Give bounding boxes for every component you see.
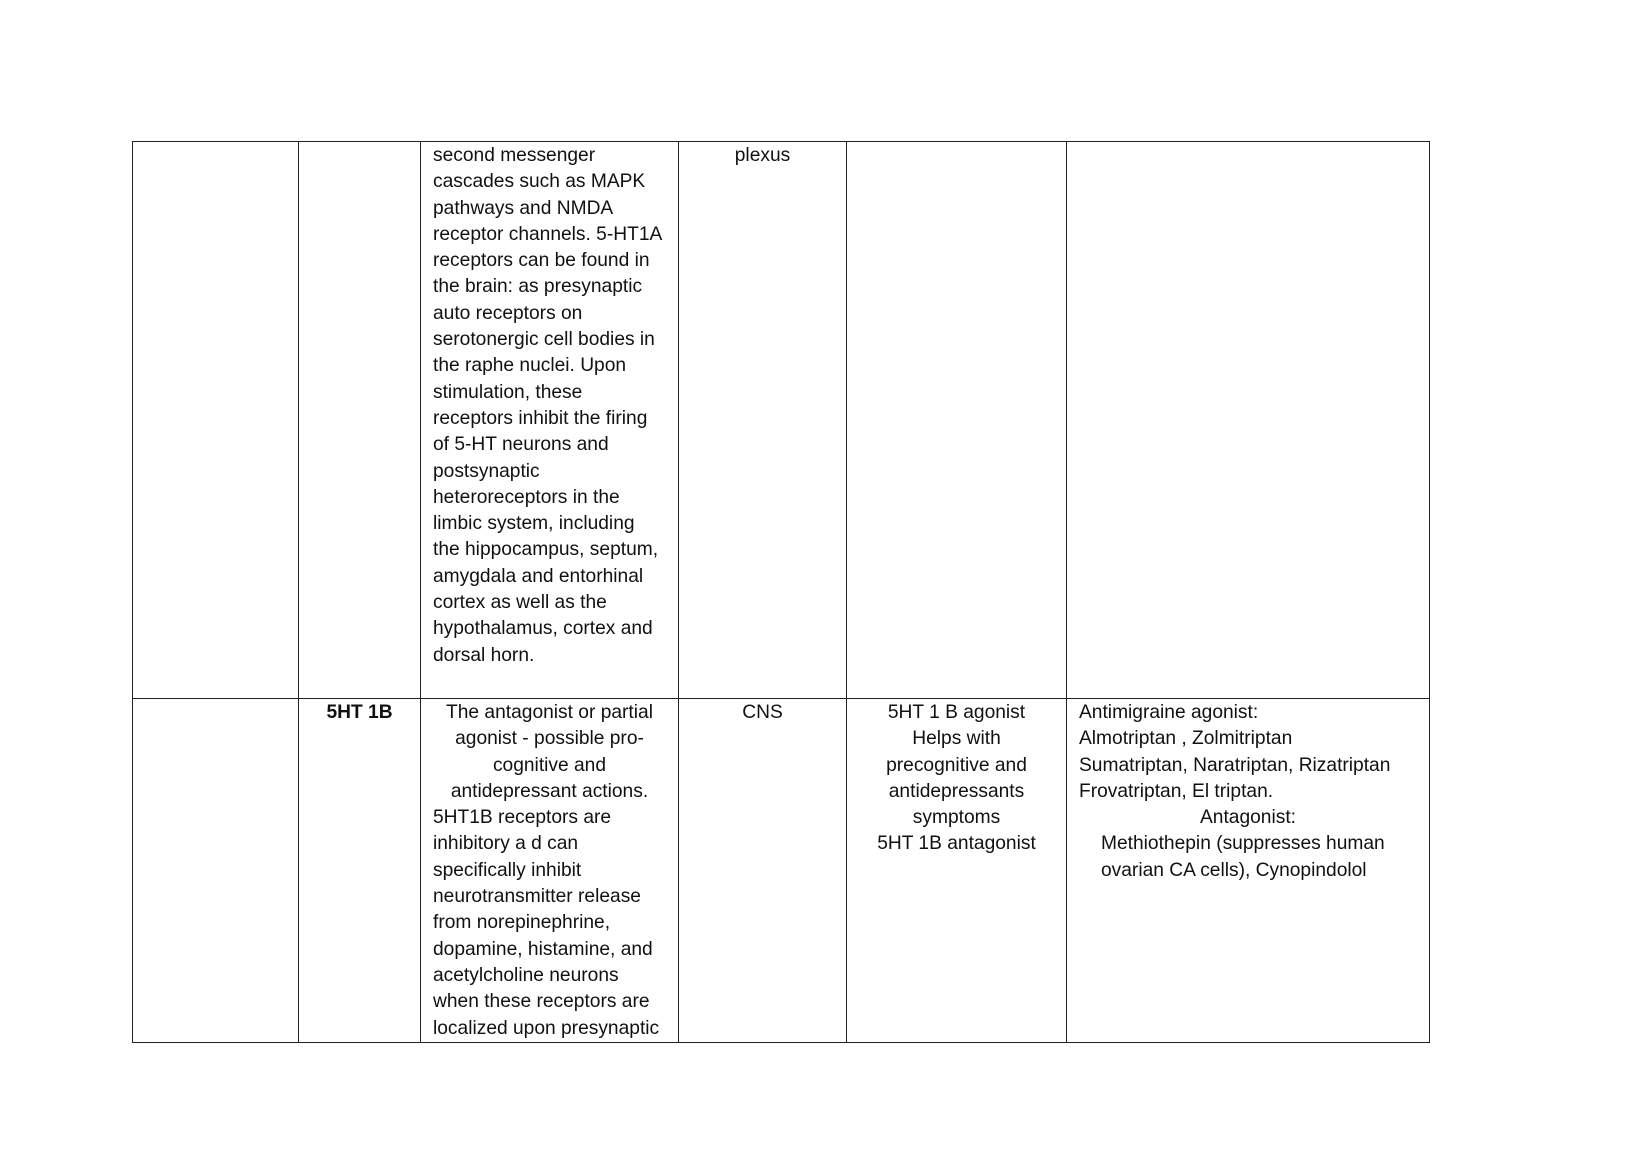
text-line: second messenger <box>433 145 596 166</box>
description-text <box>433 143 666 669</box>
description-cell <box>421 142 679 699</box>
text-line: limbic system, including <box>433 513 635 535</box>
text-line: neurotransmitter release <box>433 886 641 908</box>
text-line: the raphe nuclei. Upon <box>433 355 627 377</box>
location-text: plexus <box>734 145 791 166</box>
text-line: Helps with <box>912 728 1001 750</box>
text-line: pathways and NMDA <box>433 197 614 219</box>
description-summary <box>433 700 666 805</box>
description-text <box>433 805 666 1042</box>
text-line: postsynaptic <box>433 460 540 482</box>
text-line: amygdala and entorhinal <box>433 565 644 587</box>
text-line: dorsal horn. <box>433 644 535 666</box>
text-line: ovarian CA cells), Cynopindolol <box>1101 859 1367 881</box>
text-line: specifically inhibit <box>433 859 582 881</box>
text-line: localized upon presynaptic <box>433 1017 660 1039</box>
text-line: stimulation, these <box>433 381 583 403</box>
text-line: Frovatriptan, El triptan. <box>1079 780 1274 802</box>
text-line: hypothalamus, cortex and <box>433 618 653 640</box>
location-cell <box>679 699 847 1043</box>
text-line: Sumatriptan, Naratriptan, Rizatriptan <box>1079 754 1391 776</box>
text-line: 5HT 1B antagonist <box>877 833 1036 855</box>
family-cell <box>133 142 299 699</box>
text-line: receptors can be found in <box>433 250 650 272</box>
text-line: receptors inhibit the firing <box>433 407 648 429</box>
text-line: the hippocampus, septum, <box>433 539 659 561</box>
text-line: from norepinephrine, <box>433 912 611 934</box>
text-line: serotonergic cell bodies in <box>433 329 655 351</box>
text-line: the brain: as presynaptic <box>433 276 643 298</box>
drugs-cell <box>1067 699 1430 1043</box>
text-line: cortex as well as the <box>433 592 607 614</box>
text-line: dopamine, histamine, and <box>433 938 653 960</box>
receptor-name: 5HT 1B <box>326 702 393 723</box>
receptor-cell <box>299 142 421 699</box>
text-line: agonist - possible pro- <box>455 728 644 750</box>
location-cell <box>679 142 847 699</box>
text-line: antidepressant actions. <box>450 780 649 802</box>
text-line: Antimigraine agonist: <box>1079 702 1259 723</box>
text-line: 5HT1B receptors are <box>433 807 612 829</box>
receptor-cell <box>299 699 421 1043</box>
text-line: The antagonist or partial <box>446 702 653 723</box>
text-line: 5HT 1 B agonist <box>887 702 1026 723</box>
effects-cell <box>847 142 1067 699</box>
effects-cell <box>847 699 1067 1043</box>
text-line: when these receptors are <box>433 991 650 1013</box>
text-line: inhibitory a d can <box>433 833 579 855</box>
text-line: antidepressants <box>888 780 1025 802</box>
drugs-cell <box>1067 142 1430 699</box>
text-line: heteroreceptors in the <box>433 486 620 508</box>
text-line: cognitive and <box>492 754 607 776</box>
text-line: Methiothepin (suppresses human <box>1101 833 1385 855</box>
agonist-list <box>1079 700 1417 805</box>
table-row <box>133 142 1430 699</box>
antagonist-list <box>1079 831 1417 884</box>
text-line: receptor channels. 5-HT1A <box>433 223 663 245</box>
text-line: Almotriptan , Zolmitriptan <box>1079 728 1293 750</box>
location-text: CNS <box>742 702 783 723</box>
text-line: cascades such as MAPK <box>433 171 646 193</box>
text-line: precognitive and <box>886 754 1027 776</box>
text-line: auto receptors on <box>433 302 583 324</box>
text-line: symptoms <box>912 807 1001 829</box>
table-row <box>133 699 1430 1043</box>
antagonist-heading: Antagonist: <box>1199 807 1296 829</box>
family-cell <box>133 699 299 1043</box>
text-line: acetylcholine neurons <box>433 964 619 986</box>
description-cell <box>421 699 679 1043</box>
receptor-table <box>132 141 1430 1043</box>
text-line: of 5-HT neurons and <box>433 434 609 456</box>
effects-text <box>859 700 1054 858</box>
